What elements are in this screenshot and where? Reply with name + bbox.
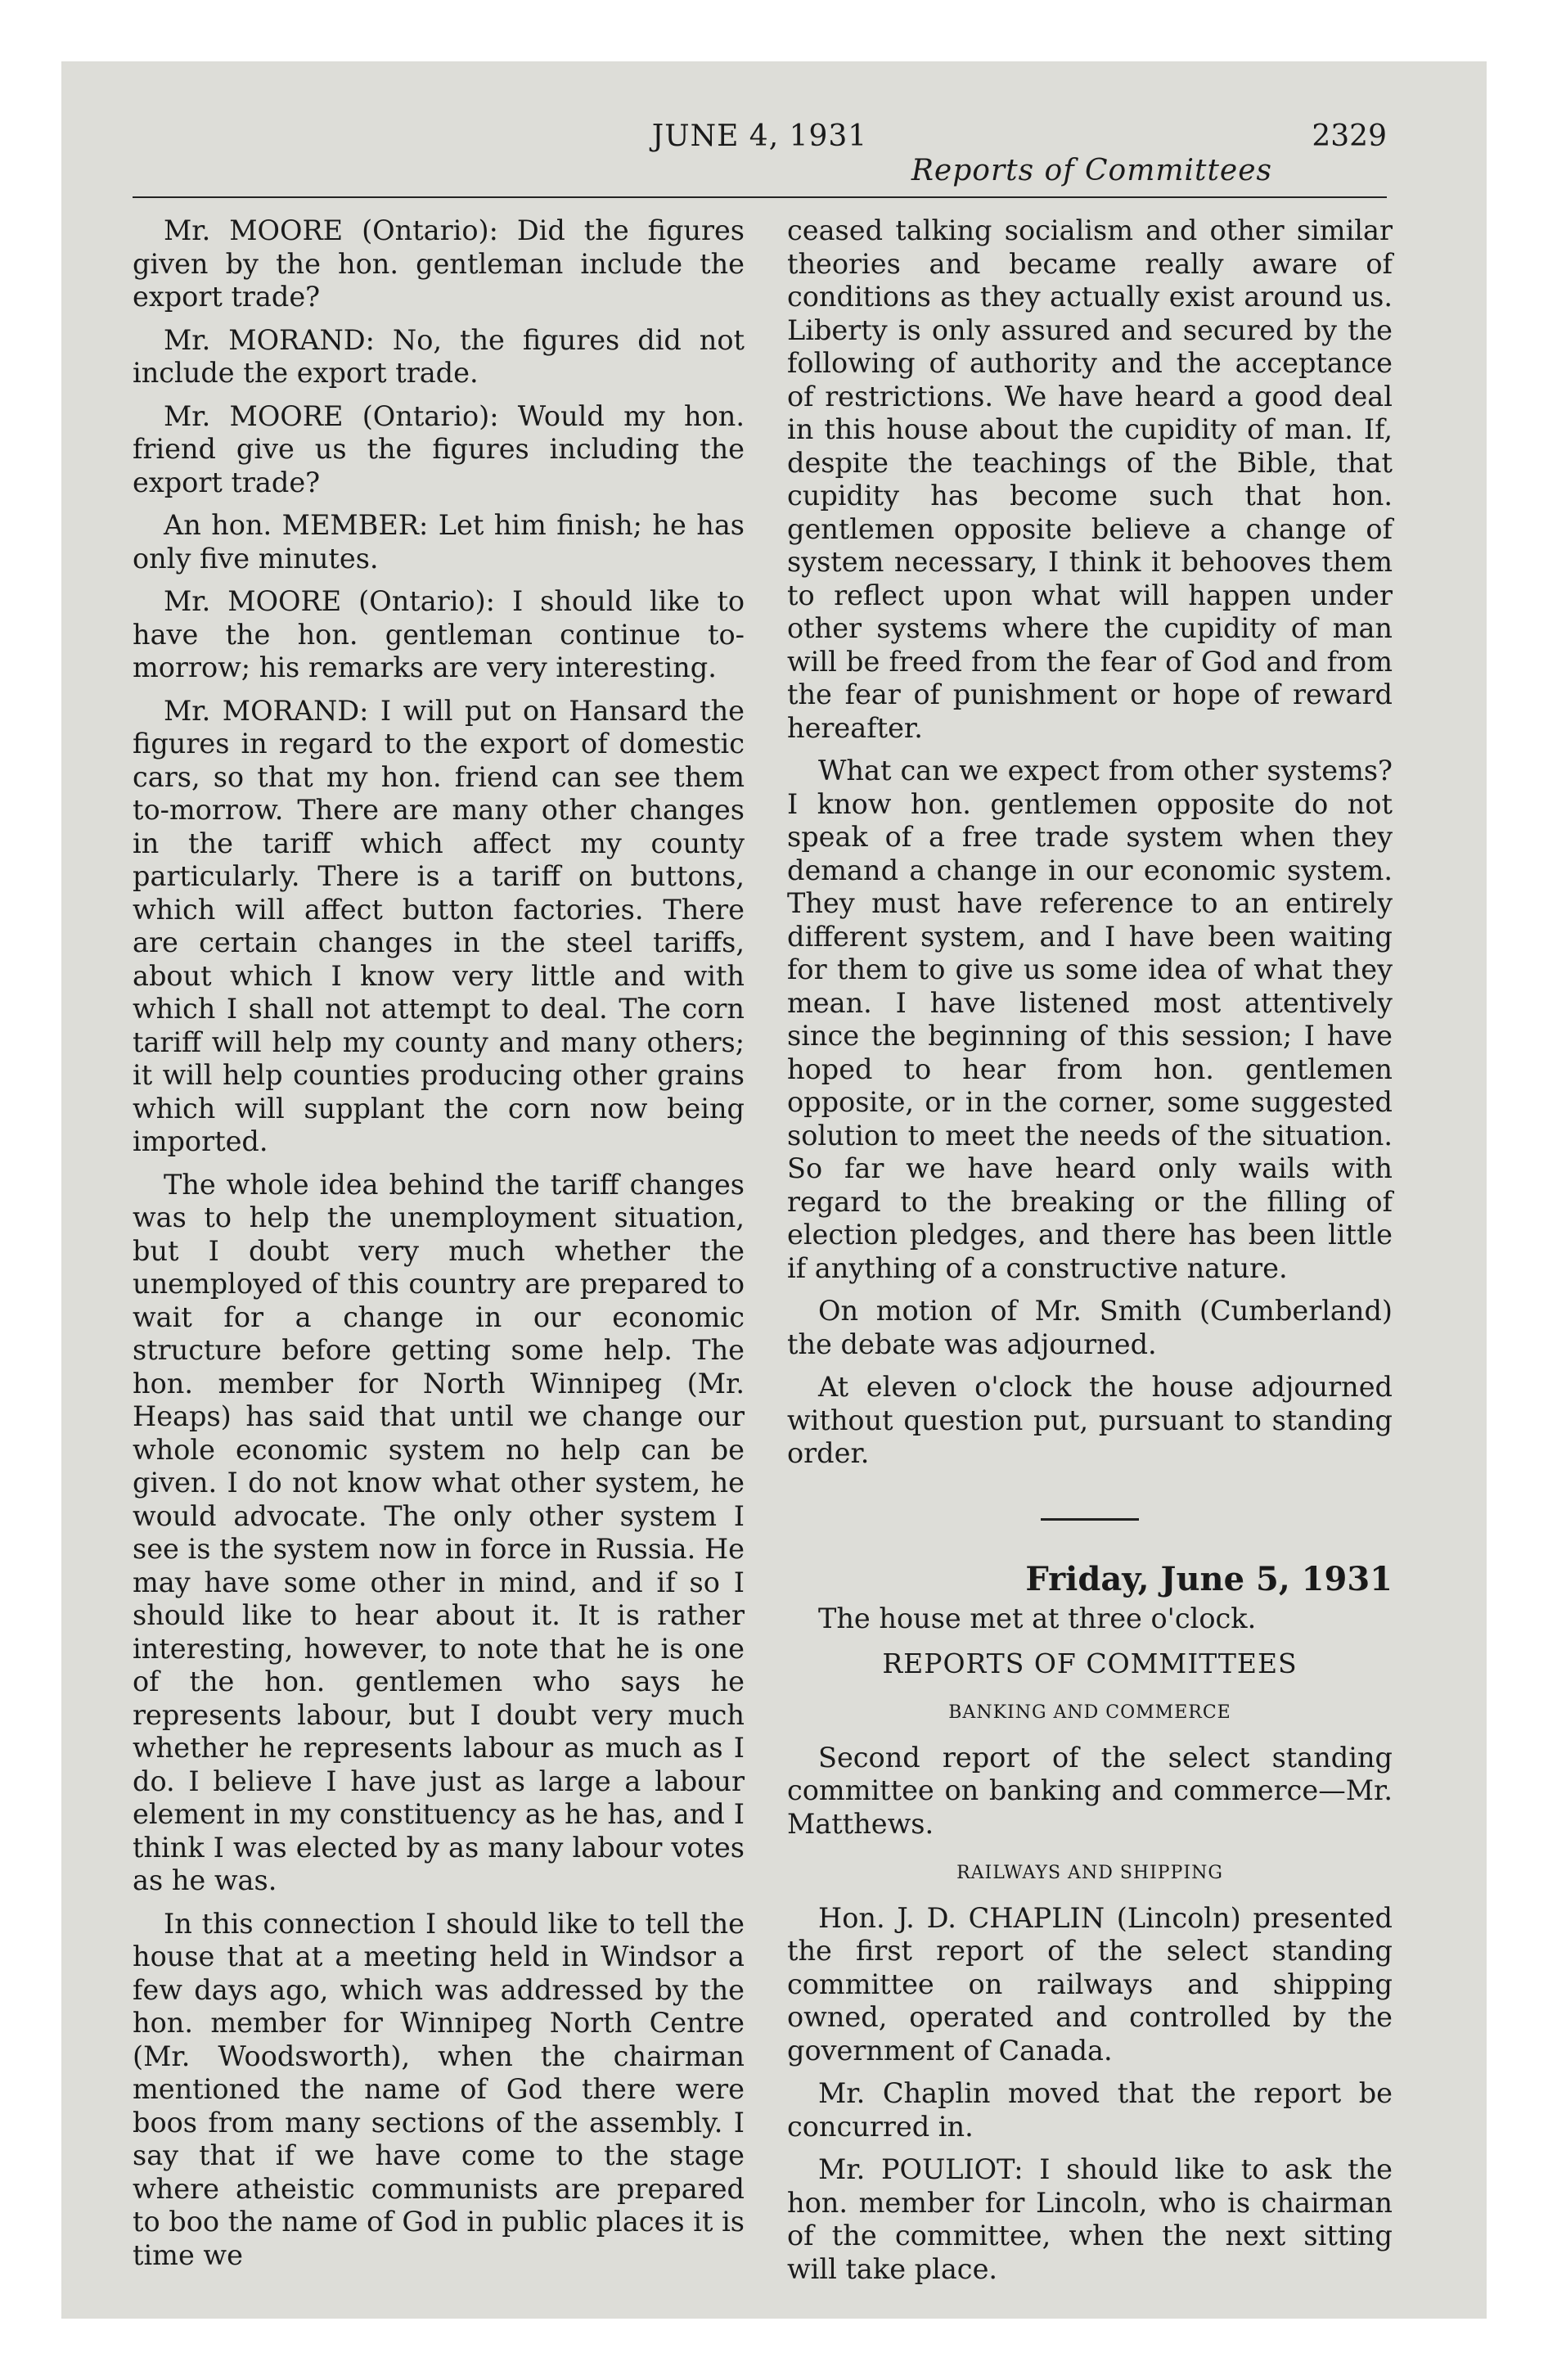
paragraph: Second report of the select standing committee on banking and commerce—Mr. Matthews. bbox=[787, 1741, 1393, 1840]
banking-heading: BANKING AND COMMERCE bbox=[948, 1702, 1231, 1723]
paragraph: In this connection I should like to tell the house that at a meeting held in Windsor a few days ago, which was addressed by the hon. member for Winnipeg North Centre (Mr. Woodsworth), when the chairman mentioned the name of God there were boos from many sections of the assembly. I say that if we have come to the stage where atheistic communists are prepared to boo the name of God in public places it is time we bbox=[133, 1907, 745, 2271]
left-column bbox=[133, 214, 745, 2282]
right-column bbox=[787, 214, 1393, 2296]
paragraph: Mr. MOORE (Ontario): Did the figures given by the hon. gentleman include the export trade? bbox=[133, 214, 745, 313]
day-heading: Friday, June 5, 1931 bbox=[1025, 1559, 1393, 1598]
paragraph: ceased talking socialism and other similar theories and became really aware of conditions as they actually exist around us. Liberty is only assured and secured by the following of authority and the acceptance of restrictions. We have heard a good deal in this house about the cupidity of man. If, despite the teachings of the Bible, that cupidity has become such that hon. gentlemen opposite believe a change of system necessary, I think it behooves them to reflect upon what will happen under other systems where the cupidity of man will be freed from the fear of God and from the fear of punishment or hope of reward hereafter. bbox=[787, 214, 1393, 744]
header-date: JUNE 4, 1931 bbox=[651, 119, 868, 153]
header-rule bbox=[133, 196, 1387, 198]
paragraph: Mr. POULIOT: I should like to ask the hon. member for Lincoln, who is chairman of the committee, when the next sitting will take place. bbox=[787, 2153, 1393, 2285]
paragraph: Mr. MOORE (Ontario): Would my hon. friend give us the figures including the export trade? bbox=[133, 399, 745, 498]
reports-heading: REPORTS OF COMMITTEES bbox=[882, 1647, 1298, 1679]
page-header bbox=[133, 113, 1387, 192]
opening-line: The house met at three o'clock. bbox=[818, 1602, 1257, 1634]
section-title: Reports of Committees bbox=[911, 154, 1272, 187]
paragraph: Mr. MORAND: I will put on Hansard the figures in regard to the export of domestic cars, so that my hon. friend can see them to-morrow. There are many other changes in the tariff which affect my county particularly. There is a tariff on buttons, which will affect button factories. There are certain changes in the steel tariffs, about which I know very little and with which I shall not attempt to deal. The corn tariff will help my county and many others; it will help counties producing other grains which will supplant the corn now being imported. bbox=[133, 694, 745, 1157]
paragraph: At eleven o'clock the house adjourned without question put, pursuant to standing order. bbox=[787, 1371, 1393, 1469]
paragraph: An hon. MEMBER: Let him finish; he has only five minutes. bbox=[133, 509, 745, 575]
paragraph: Mr. Chaplin moved that the report be concurred in. bbox=[787, 2077, 1393, 2143]
paragraph: The whole idea behind the tariff changes was to help the unemployment situation, but I doubt very much whether the unemployed of this country are prepared to wait for a change in our economic structure before getting some help. The hon. member for North Winnipeg (Mr. Heaps) has said that until we change our whole economic system no help can be given. I do not know what other system, he would advocate. The only other system I see is the system now in force in Russia. He may have some other in mind, and if so I should like to hear about it. It is rather interesting, however, to note that he is one of the hon. gentlemen who says he represents labour, but I doubt very much whether he represents labour as much as I do. I believe I have just as large a labour element in my constituency as he has, and I think I was elected by as many labour votes as he was. bbox=[133, 1168, 745, 1896]
paragraph: On motion of Mr. Smith (Cumberland) the debate was adjourned. bbox=[787, 1295, 1393, 1360]
paragraph: What can we expect from other systems? I know hon. gentlemen opposite do not speak of a free trade system when they demand a change in our economic system. They must have reference to an entirely different system, and I have been waiting for them to give us some idea of what they mean. I have listened most attentively since the beginning of this session; I have hoped to hear from hon. gentlemen opposite, or in the corner, some suggested solution to meet the needs of the situation. So far we have heard only wails with regard to the breaking or the filling of election pledges, and there has been little if anything of a constructive nature. bbox=[787, 755, 1393, 1284]
paragraph: Hon. J. D. CHAPLIN (Lincoln) presented the first report of the select standing committee on railways and shipping owned, operated and controlled by the government of Canada. bbox=[787, 1901, 1393, 2067]
paragraph: Mr. MOORE (Ontario): I should like to have the hon. gentleman continue to-morrow; his remarks are very interesting. bbox=[133, 585, 745, 683]
page-number: 2329 bbox=[1312, 119, 1387, 153]
paragraph: Mr. MORAND: No, the figures did not include the export trade. bbox=[133, 323, 745, 389]
section-divider bbox=[1041, 1518, 1139, 1521]
railways-heading: RAILWAYS AND SHIPPING bbox=[956, 1863, 1223, 1883]
